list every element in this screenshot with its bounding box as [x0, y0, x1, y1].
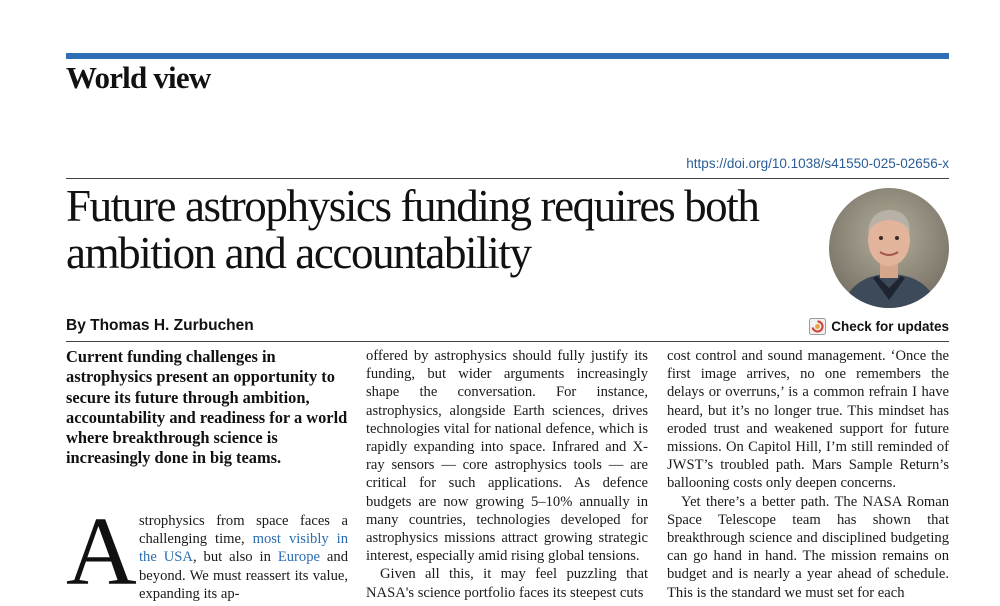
column-2	[366, 347, 648, 602]
column-1	[66, 347, 348, 606]
byline-divider	[66, 341, 949, 342]
doi-link[interactable]: https://doi.org/10.1038/s41550-025-02656-x	[686, 156, 949, 171]
body-text: , but also in	[192, 549, 271, 566]
body-paragraph: Yet there’s a better path. The NASA Roman Space Telescope team has shown that breakthrough science and disciplined budgeting can go hand in hand. The mission remains on budget and is nearly a year ahead of schedule. This is the standard we must set for each	[667, 493, 949, 601]
article-title: Future astrophysics funding requires both ambition and accountability	[66, 181, 759, 278]
check-for-updates-button[interactable]	[809, 318, 949, 335]
standfirst: Current funding challenges in astrophysics present an opportunity to secure its future through ambition, accountability and readiness for a world where breakthrough science is increasingly done in big teams.	[66, 347, 348, 468]
top-accent-bar	[66, 53, 949, 59]
section-label: World view	[66, 60, 211, 95]
body-paragraph: offered by astrophysics should fully justify its funding, but wider arguments increasingly shape the conversation. For instance, astrophysics, alongside Earth sciences, drives technologies vital for national defence, which is rapidly expanding into space. Infrared and X-ray sensors — core astrophysics tools — are critical for such applications. As defence budgets are now growing 5–10% annually in many countries, technologies developed for astrophysics missions attract growing strategic interest, especially amid rising global tensions.	[366, 348, 648, 565]
body-opening	[66, 498, 348, 606]
body-text: strophysics from space faces a challenging time,	[139, 513, 348, 548]
body-paragraph: cost control and sound management. ‘Once the first image arrives, no one remembers the delays or overruns,’ is a common refrain I have heard, but it’s no longer true. This mindset has eroded trust and weakened support for future missions. On Capitol Hill, I’m still reminded of JWST’s troubled path. Mars Sample Return’s ballooning costs only deepen concerns.	[667, 348, 949, 492]
body-paragraph: Given all this, it may feel puzzling that NASA's science portfolio faces its steepest cuts	[366, 566, 648, 601]
body-text: and beyond. We must reassert its value, expanding its ap-	[139, 549, 348, 602]
body-paragraph	[139, 512, 348, 603]
byline: By Thomas H. Zurbuchen	[66, 317, 254, 334]
link-most-visibly-usa[interactable]: most visibly in the USA	[139, 531, 348, 566]
column-3	[667, 347, 949, 602]
header-divider	[66, 178, 949, 179]
drop-cap: A	[66, 498, 137, 606]
author-portrait	[829, 188, 949, 308]
check-updates-label: Check for updates	[831, 319, 949, 334]
link-europe[interactable]: Europe	[277, 549, 320, 566]
check-updates-icon	[809, 318, 826, 335]
